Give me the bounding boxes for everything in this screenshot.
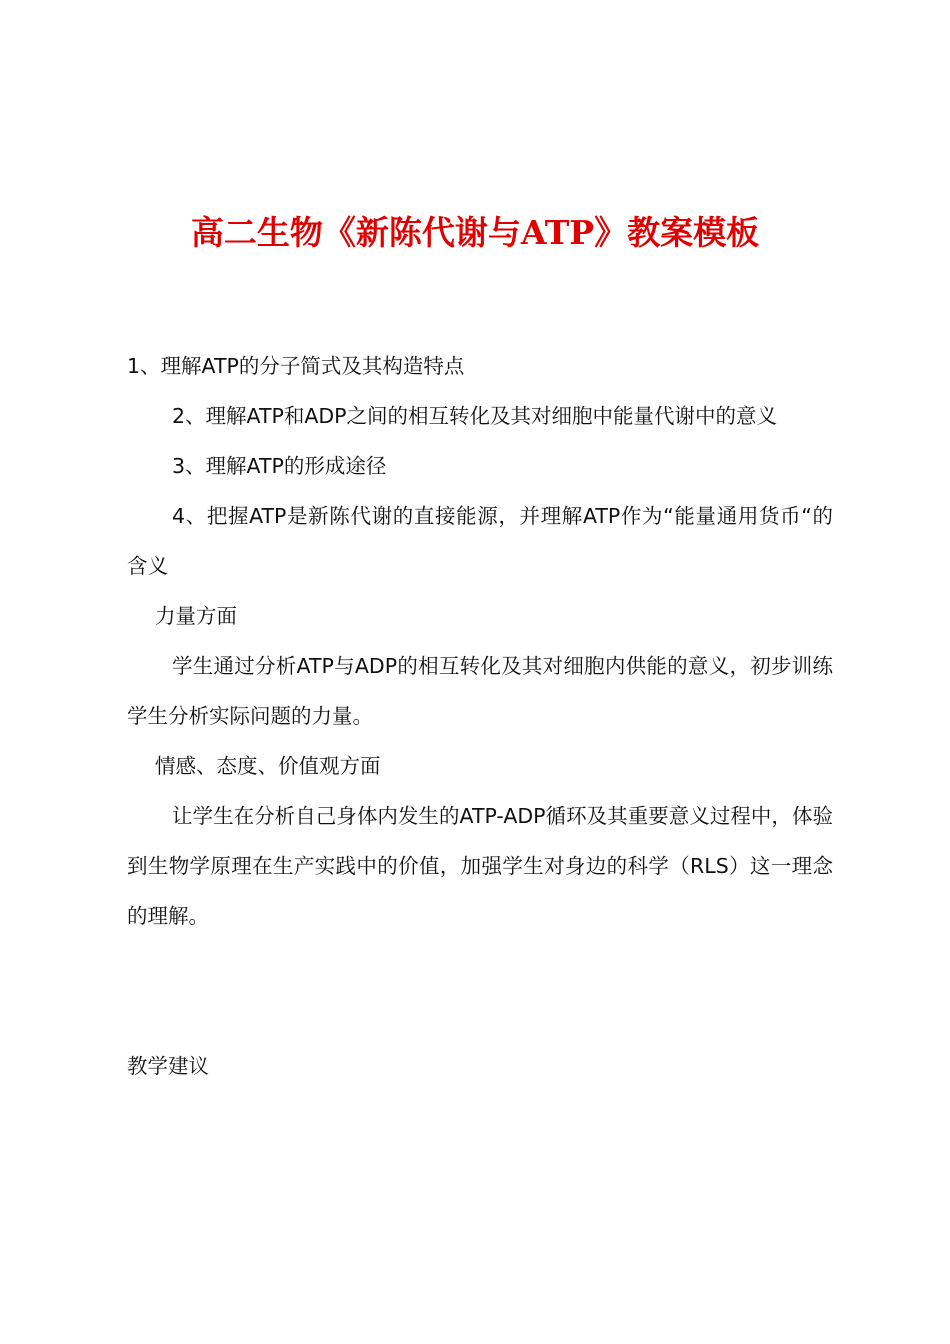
objective-2: 2、理解ATP和ADP之间的相互转化及其对细胞中能量代谢中的意义 [172,404,778,428]
ability-paragraph: 学生通过分析ATP与ADP的相互转化及其对细胞内供能的意义，初步训练学生分析实际问题的力量。 [127,654,833,728]
document-body [127,341,833,1091]
spacer [127,941,833,1041]
section-heading-values: 情感、态度、价值观方面 [155,754,381,778]
section-heading-ability: 力量方面 [155,604,237,628]
section-heading-teaching-suggestions: 教学建议 [127,1054,209,1078]
objective-3: 3、理解ATP的形成途径 [172,454,387,478]
document-title: 高二生物《新陈代谢与ATP》教案模板 [190,213,760,252]
objective-4: 4、把握ATP是新陈代谢的直接能源，并理解ATP作为“能量通用货币“的含义 [127,504,833,578]
values-paragraph: 让学生在分析自己身体内发生的ATP-ADP循环及其重要意义过程中，体验到生物学原理在生产实践中的价值，加强学生对身边的科学（RLS）这一理念的理解。 [127,804,833,928]
objective-1: 1、理解ATP的分子简式及其构造特点 [127,354,465,378]
